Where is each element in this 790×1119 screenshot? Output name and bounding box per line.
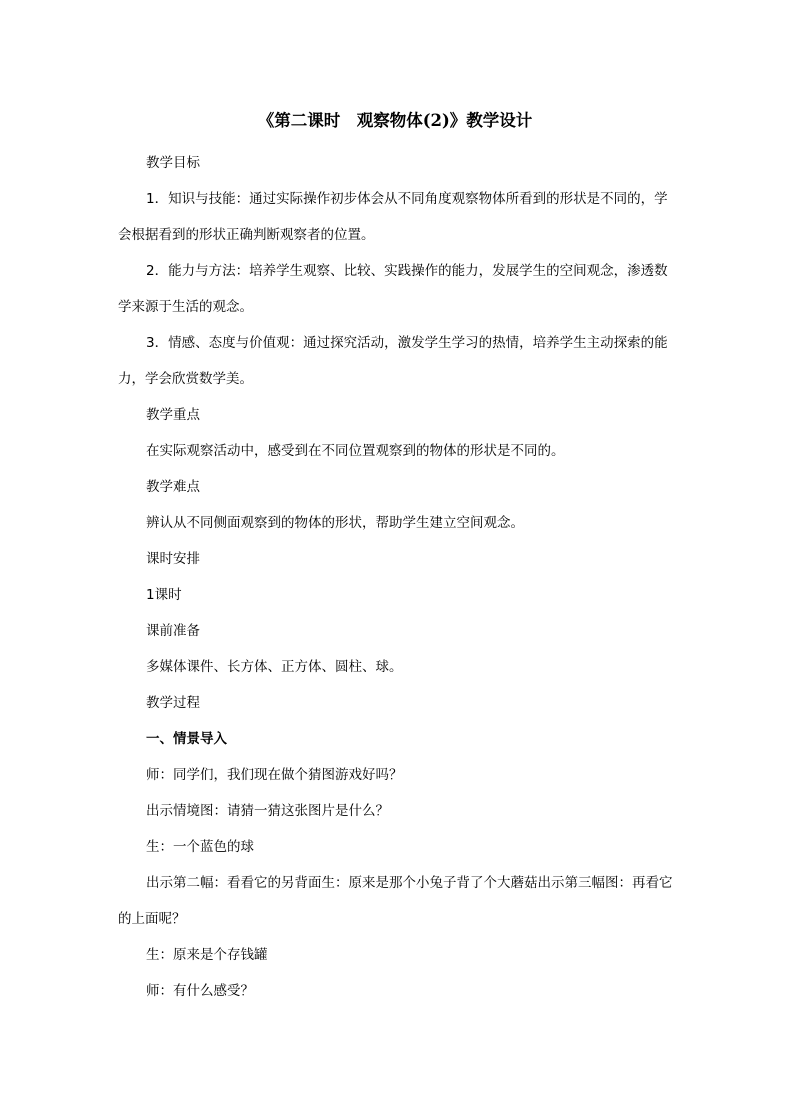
section-heading-difficulties: 教学难点 [146, 479, 200, 495]
paragraph-show-image-2: 出示第二幅：看看它的另背面生：原来是那个小兔子背了个大蘑菇出示第三幅图：再看它的上面呢？ [118, 875, 673, 927]
paragraph-student-1: 生：一个蓝色的球 [146, 839, 254, 855]
paragraph-objective-2: 2．能力与方法：培养学生观察、比较、实践操作的能力，发展学生的空间观念，渗透数学来源于生活的观念。 [118, 263, 668, 315]
paragraph-key-points: 在实际观察活动中，感受到在不同位置观察到的物体的形状是不同的。 [146, 443, 565, 459]
subsection-heading-intro: 一、情景导入 [146, 731, 227, 747]
section-heading-objectives: 教学目标 [146, 155, 200, 171]
paragraph-objective-3: 3．情感、态度与价值观：通过探究活动，激发学生学习的热情，培养学生主动探索的能力，学会欣赏数学美。 [118, 335, 668, 387]
section-heading-preparation: 课前准备 [146, 623, 200, 639]
document-title: 《第二课时 观察物体(2)》教学设计 [257, 111, 533, 130]
section-heading-schedule: 课时安排 [146, 551, 200, 567]
paragraph-schedule: 1课时 [146, 587, 182, 603]
paragraph-teacher-2: 师：有什么感受？ [146, 983, 254, 999]
section-heading-key-points: 教学重点 [146, 407, 200, 423]
paragraph-preparation: 多媒体课件、长方体、正方体、圆柱、球。 [146, 659, 403, 675]
paragraph-teacher-1: 师：同学们，我们现在做个猜图游戏好吗？ [146, 767, 403, 783]
paragraph-difficulties: 辨认从不同侧面观察到的物体的形状，帮助学生建立空间观念。 [146, 515, 524, 531]
paragraph-student-2: 生：原来是个存钱罐 [146, 947, 268, 963]
paragraph-objective-1: 1．知识与技能：通过实际操作初步体会从不同角度观察物体所看到的形状是不同的，学会根据看到的形状正确判断观察者的位置。 [118, 191, 668, 243]
paragraph-show-image-1: 出示情境图：请猜一猜这张图片是什么？ [146, 803, 389, 819]
section-heading-process: 教学过程 [146, 695, 200, 711]
